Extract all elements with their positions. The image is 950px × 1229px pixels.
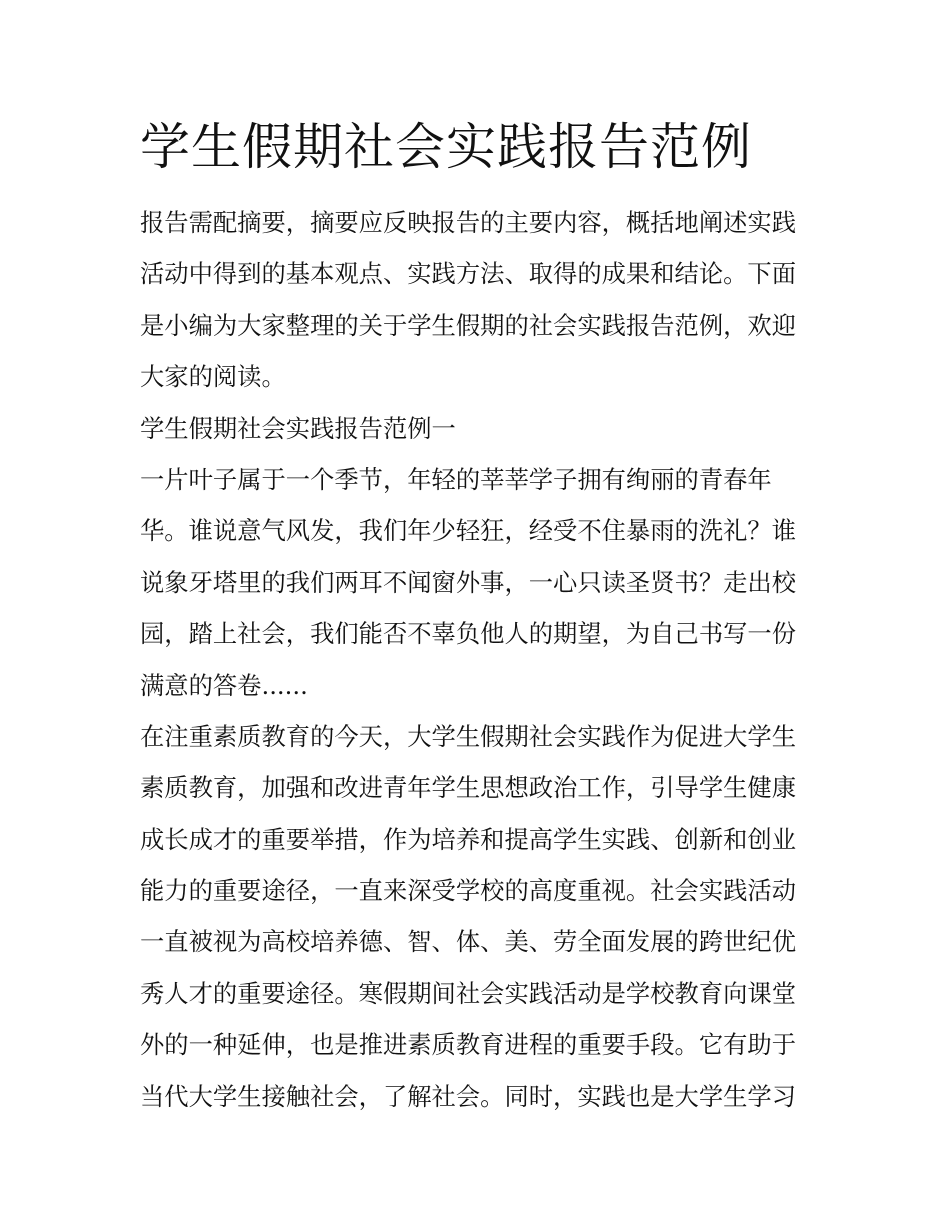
text-line: 一片叶子属于一个季节，年轻的莘莘学子拥有绚丽的青春年 [140,464,772,494]
page-title: 学生假期社会实践报告范例 [140,118,752,176]
text-line: 是小编为大家整理的关于学生假期的社会实践报告范例，欢迎 [140,310,797,340]
text-line: 秀人才的重要途径。寒假期间社会实践活动是学校教育向课堂 [140,978,797,1008]
text-line: 成长成才的重要举措，作为培养和提高学生实践、创新和创业 [140,824,797,854]
text-line: 满意的答卷...... [140,670,308,700]
text-line: 一直被视为高校培养德、智、体、美、劳全面发展的跨世纪优 [140,927,797,957]
text-line: 说象牙塔里的我们两耳不闻窗外事，一心只读圣贤书？走出校 [140,567,797,597]
text-line: 报告需配摘要，摘要应反映报告的主要内容，概括地阐述实践 [140,208,797,237]
text-line: 能力的重要途径，一直来深受学校的高度重视。社会实践活动 [140,876,797,906]
text-line: 华。谁说意气风发，我们年少轻狂，经受不住暴雨的洗礼？谁 [140,516,797,546]
text-line: 在注重素质教育的今天，大学生假期社会实践作为促进大学生 [140,721,797,751]
text-line: 活动中得到的基本观点、实践方法、取得的成果和结论。下面 [140,259,797,289]
text-line: 当代大学生接触社会，了解社会。同时，实践也是大学生学习 [140,1081,797,1111]
text-line: 外的一种延伸，也是推进素质教育进程的重要手段。它有助于 [140,1030,797,1060]
section-heading: 学生假期社会实践报告范例一 [140,413,456,443]
text-line: 园，踏上社会，我们能否不辜负他人的期望，为自己书写一份 [140,619,797,649]
text-line: 素质教育，加强和改进青年学生思想政治工作，引导学生健康 [140,773,797,803]
document-body [140,197,820,1122]
text-line: 大家的阅读。 [140,362,286,392]
